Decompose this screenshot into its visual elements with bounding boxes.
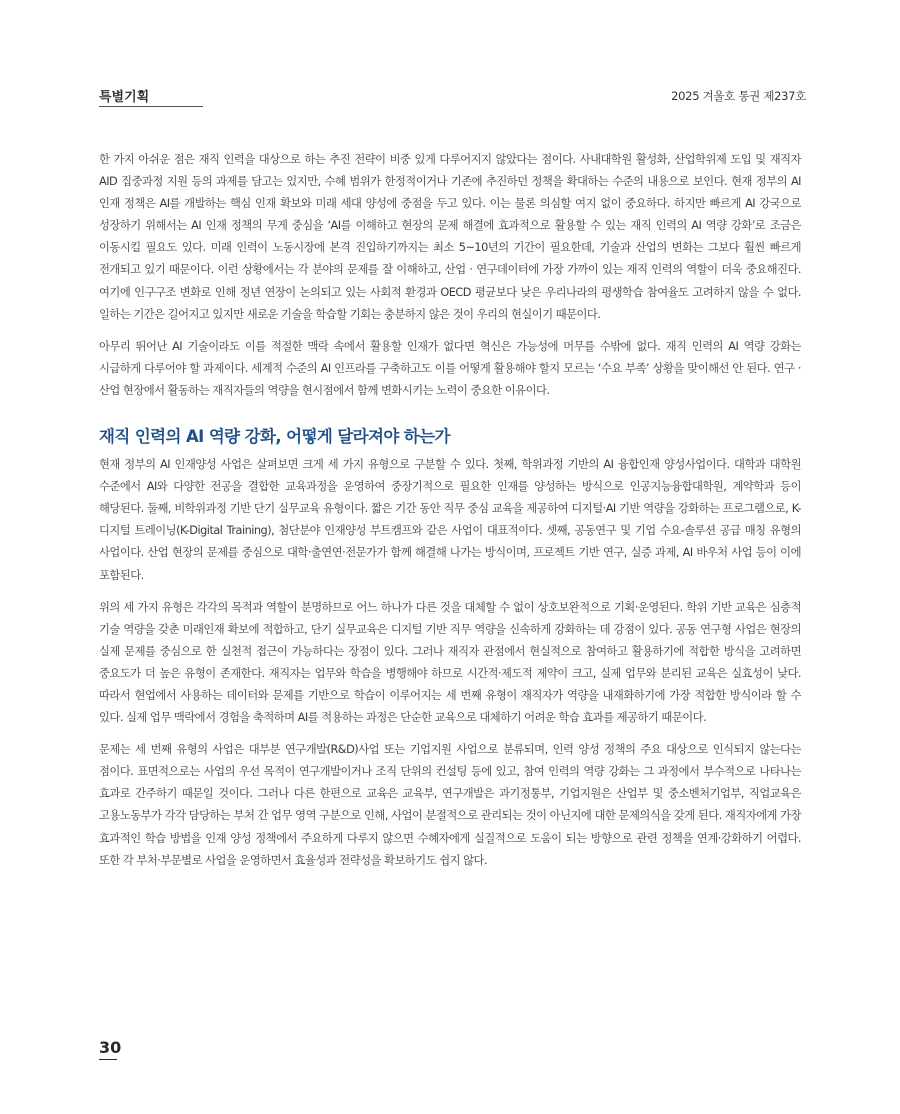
paragraph: 아무리 뛰어난 AI 기술이라도 이를 적절한 맥락 속에서 활용할 인재가 없다면 혁신은 가능성에 머무를 수밖에 없다. 재직 인력의 AI 역량 강화는 시급하게 다루어야 할 과제이다. 세계적 수준의 AI 인프라를 구축하고도 이를 어떻게 활용해야 할지 모르는 ‘수요 부족’ 상황을 맞이해선 안 된다. 연구 · 산업 현장에서 활동하는 재직자들의 역량을 현시점에서 함께 변화시키는 노력이 중요한 이유이다. <box>99 339 801 397</box>
section-label-underline <box>99 106 203 107</box>
paragraph: 문제는 세 번째 유형의 사업은 대부분 연구개발(R&D)사업 또는 기업지원 사업으로 분류되며, 인력 양성 정책의 주요 대상으로 인식되지 않는다는 점이다. 표면적으로는 사업의 우선 목적이 연구개발이거나 조직 단위의 컨설팅 등에 있고, 참여 인력의 역량 강화는 그 과정에서 부수적으로 나타나는 효과로 간주하기 때문일 것이다. 그러나 다른 한편으로 교육은 교육부, 연구개발은 과기정통부, 기업지원은 산업부 및 중소벤처기업부, 직업교육은 고용노동부가 각각 담당하는 부처 간 업무 영역 구분으로 인해, 사업이 분절적으로 관리되는 것이 아닌지에 대한 문제의식을 갖게 된다. 재직자에게 가장 효과적인 학습 방법을 인재 양성 정책에서 주요하게 다루지 않으면 수혜자에게 실질적으로 도움이 되는 방향으로 관련 정책을 연계·강화하기 어렵다. 또한 각 부처·부문별로 사업을 운영하면서 효율성과 전략성을 확보하기도 쉽지 않다. <box>99 743 801 867</box>
paragraph: 한 가지 아쉬운 점은 재직 인력을 대상으로 하는 추진 전략이 비중 있게 다루어지지 않았다는 점이다. 사내대학원 활성화, 산업학위제 도입 및 재직자 AID 집중과정 지원 등의 과제를 담고는 있지만, 수혜 범위가 한정적이거나 기존에 추진하던 정책을 확대하는 수준의 내용으로 보인다. 현재 정부의 AI 인재 정책은 AI를 개발하는 핵심 인재 확보와 미래 세대 양성에 중점을 두고 있다. 이는 물론 의심할 여지 없이 중요하다. 하지만 빠르게 AI 강국으로 성장하기 위해서는 AI 인재 정책의 무게 중심을 ‘AI를 이해하고 현장의 문제 해결에 효과적으로 활용할 수 있는 재직 인력의 AI 역량 강화’로 조금은 이동시킬 필요도 있다. 미래 인력이 노동시장에 본격 진입하기까지는 최소 5~10년의 기간이 필요한데, 기술과 산업의 변화는 그보다 훨씬 빠르게 전개되고 있기 때문이다. 이런 상황에서는 각 분야의 문제를 잘 이해하고, 산업 · 연구데이터에 가장 가까이 있는 재직 인력의 역할이 더욱 중요해진다. 여기에 인구구조 변화로 인해 정년 연장이 논의되고 있는 사회적 환경과 OECD 평균보다 낮은 우리나라의 평생학습 참여율도 고려하지 않을 수 없다. 일하는 기간은 길어지고 있지만 새로운 기술을 학습할 기회는 충분하지 않은 것이 우리의 현실이기 때문이다. <box>99 153 801 321</box>
page-number-underline <box>99 1059 117 1060</box>
paragraph: 위의 세 가지 유형은 각각의 목적과 역할이 분명하므로 어느 하나가 다른 것을 대체할 수 없이 상호보완적으로 기획·운영된다. 학위 기반 교육은 심층적 기술 역량을 갖춘 미래인재 확보에 적합하고, 단기 실무교육은 디지털 기반 직무 역량을 신속하게 강화하는 데 강점이 있다. 공동 연구형 사업은 현장의 실제 문제를 중심으로 한 실천적 접근이 가능하다는 장점이 있다. 그러나 재직자 관점에서 현실적으로 참여하고 활용하기에 적합한 방식을 고려하면 중요도가 더 높은 유형이 존재한다. 재직자는 업무와 학습을 병행해야 하므로 시간적·제도적 제약이 크고, 실제 업무와 분리된 교육은 실효성이 낮다. 따라서 현업에서 사용하는 데이터와 문제를 기반으로 학습이 이루어지는 세 번째 유형이 재직자가 역량을 내재화하기에 가장 적합한 방식이라 할 수 있다. 실제 업무 맥락에서 경험을 축적하며 AI를 적용하는 과정은 단순한 교육으로 대체하기 어려운 학습 효과를 제공하기 때문이다. <box>99 600 801 725</box>
article-body <box>99 149 801 882</box>
section-heading: 재직 인력의 AI 역량 강화, 어떻게 달라져야 하는가 <box>99 427 450 447</box>
page-number: 30 <box>99 1038 122 1057</box>
paragraph: 현재 정부의 AI 인재양성 사업은 살펴보면 크게 세 가지 유형으로 구분할 수 있다. 첫째, 학위과정 기반의 AI 융합인재 양성사업이다. 대학과 대학원 수준에서 AI와 다양한 전공을 결합한 교육과정을 운영하여 중장기적으로 필요한 인재를 양성하는 방식으로 인공지능융합대학원, 계약학과 등이 해당된다. 둘째, 비학위과정 기반 단기 실무교육 유형이다. 짧은 기간 동안 직무 중심 교육을 제공하여 디지털·AI 기반 역량을 강화하는 프로그램으로, K-디지털 트레이닝(K-Digital Training), 첨단분야 인재양성 부트캠프와 같은 사업이 대표적이다. 셋째, 공동연구 및 기업 수요-솔루션 공급 매칭 유형의 사업이다. 산업 현장의 문제를 중심으로 대학·출연연·전문가가 함께 해결해 나가는 방식이며, 프로젝트 기반 연구, 실증 과제, AI 바우처 사업 등이 이에 포함된다. <box>99 458 801 582</box>
issue-info: 2025 겨울호 통권 제237호 <box>671 89 806 103</box>
section-label: 특별기획 <box>99 90 150 105</box>
